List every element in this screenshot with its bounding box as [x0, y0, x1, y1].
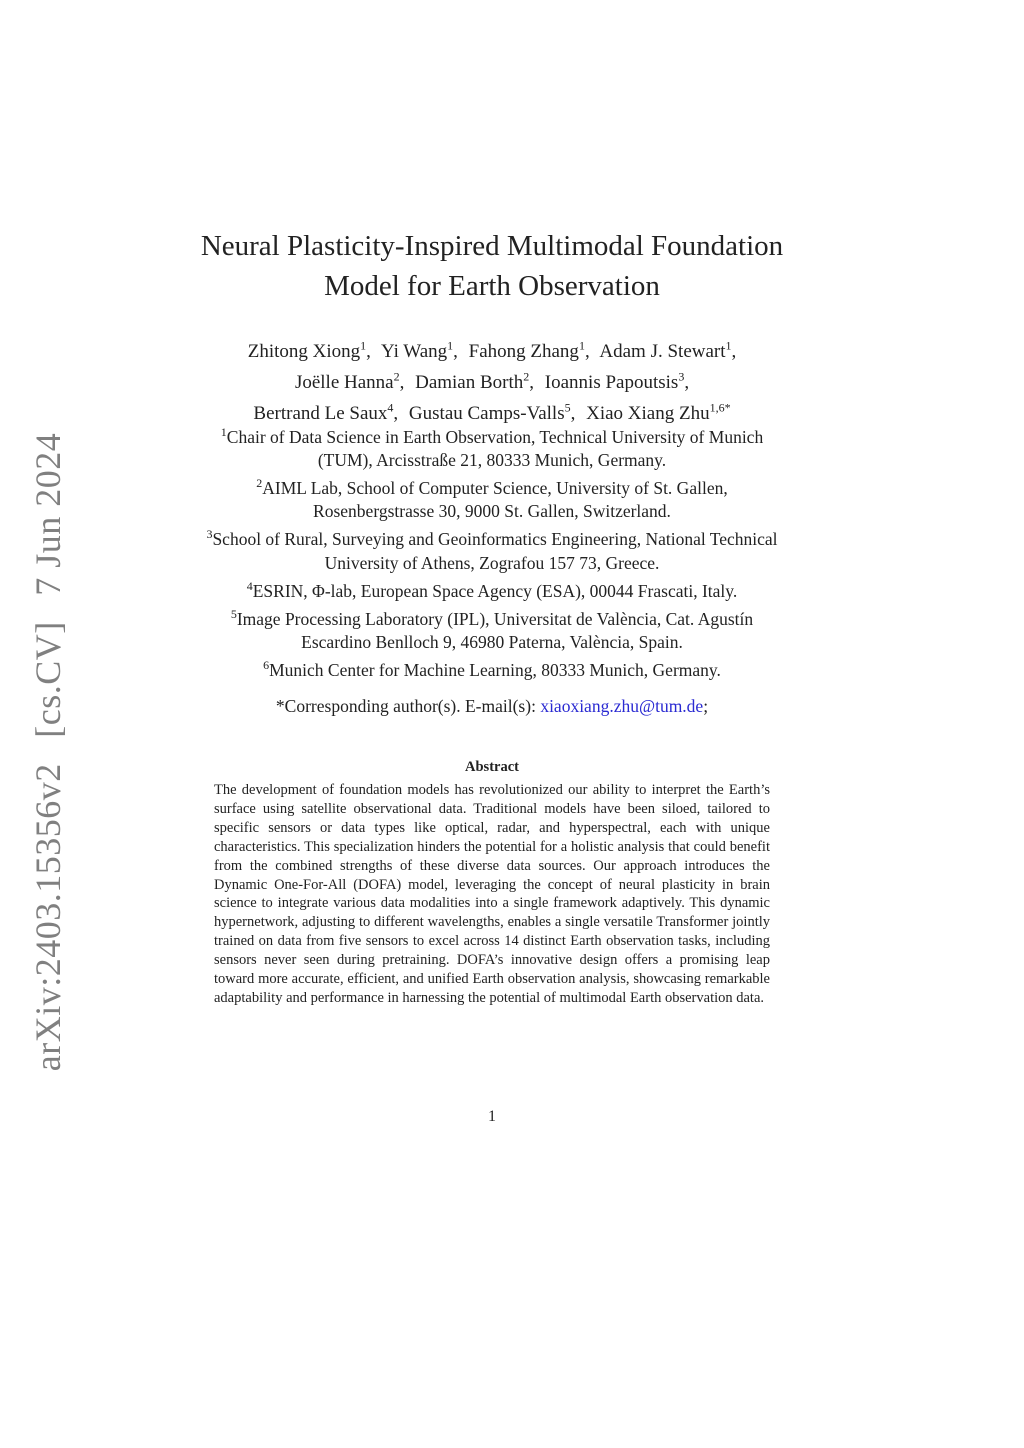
affiliation-list	[140, 421, 844, 682]
title-line-2: Model for Earth Observation	[324, 270, 660, 302]
arxiv-category: [cs.CV]	[28, 621, 68, 738]
affiliation: $^1$Chair of Data Science in Earth Observation, Technical University of Munich (TUM), Arcisstraße 21, 80333 Munich, Germany.	[220, 425, 764, 471]
abstract-text: The development of foundation models has revolutionized our ability to interpret the Earth’s surface using satellite observational data. Traditional models have been siloed, tailored to specific sensors or data types like optical, radar, and hyperspectral, each with unique characteristics. This specialization hinders the potential for a holistic analysis that could benefit from the combined strengths of these diverse data sources. Our approach introduces the Dynamic One-For-All (DOFA) model, leveraging the concept of neural plasticity in brain science to integrate various data modalities into a single framework adaptively. This dynamic hypernetwork, adjusting to different wavelengths, enables a single versatile Transformer jointly trained on data from five sensors to excel across 14 distinct Earth observation tasks, including sensors never seen during pretraining. DOFA’s innovative design offers a promising leap toward more accurate, efficient, and unified Earth observation analysis, showcasing remarkable adaptability and performance in harnessing the potential of multimodal Earth observation data.	[214, 782, 770, 1006]
affiliation: $^2$AIML Lab, School of Computer Science, University of St. Gallen, Rosenbergstrasse 30, 9000 St. Gallen, Switzerland.	[256, 476, 728, 522]
author: Adam J. Stewart$^1$,	[599, 339, 737, 363]
author: Gustau Camps-Valls$^5$,	[408, 400, 576, 424]
page-number: 1	[488, 1108, 496, 1125]
arxiv-identifier-stamp	[27, 425, 69, 1079]
author: Fahong Zhang$^1$,	[468, 339, 590, 363]
corresponding-author	[140, 694, 844, 718]
author: Yi Wang$^1$,	[380, 339, 458, 363]
author-list	[140, 334, 844, 426]
corresponding-suffix: ;	[703, 696, 709, 716]
paper-title	[140, 226, 844, 306]
author: Zhitong Xiong$^1$,	[247, 339, 371, 363]
arxiv-date: 7 Jun 2024	[28, 432, 68, 596]
corresponding-email-link[interactable]: xiaoxiang.zhu@tum.de	[540, 696, 704, 716]
author: Ioannis Papoutsis$^3$,	[544, 369, 690, 394]
affiliation: $^4$ESRIN, Φ-lab, European Space Agency (ESA), 00044 Frascati, Italy.	[246, 578, 738, 601]
author: Bertrand Le Saux$^4$,	[253, 400, 399, 424]
author: Xiao Xiang Zhu$^{1,6*}$	[586, 400, 731, 424]
abstract-heading: Abstract	[465, 759, 519, 775]
arxiv-id: arXiv:2403.15356v2	[28, 763, 68, 1072]
affiliation: $^6$Munich Center for Machine Learning, 80333 Munich, Germany.	[263, 657, 721, 680]
corresponding-prefix: *Corresponding author(s). E-mail(s):	[275, 696, 536, 716]
affiliation: $^5$Image Processing Laboratory (IPL), Universitat de València, Cat. Agustín Escardino Benlloch 9, 46980 Paterna, València, Spain.	[230, 606, 754, 652]
affiliation: $^3$School of Rural, Surveying and Geoinformatics Engineering, National Technical University of Athens, Zografou 157 73, Greece.	[206, 527, 778, 573]
author: Damian Borth$^2$,	[415, 369, 535, 394]
author: Joëlle Hanna$^2$,	[294, 369, 405, 394]
title-line-1: Neural Plasticity-Inspired Multimodal Foundation	[200, 230, 784, 262]
